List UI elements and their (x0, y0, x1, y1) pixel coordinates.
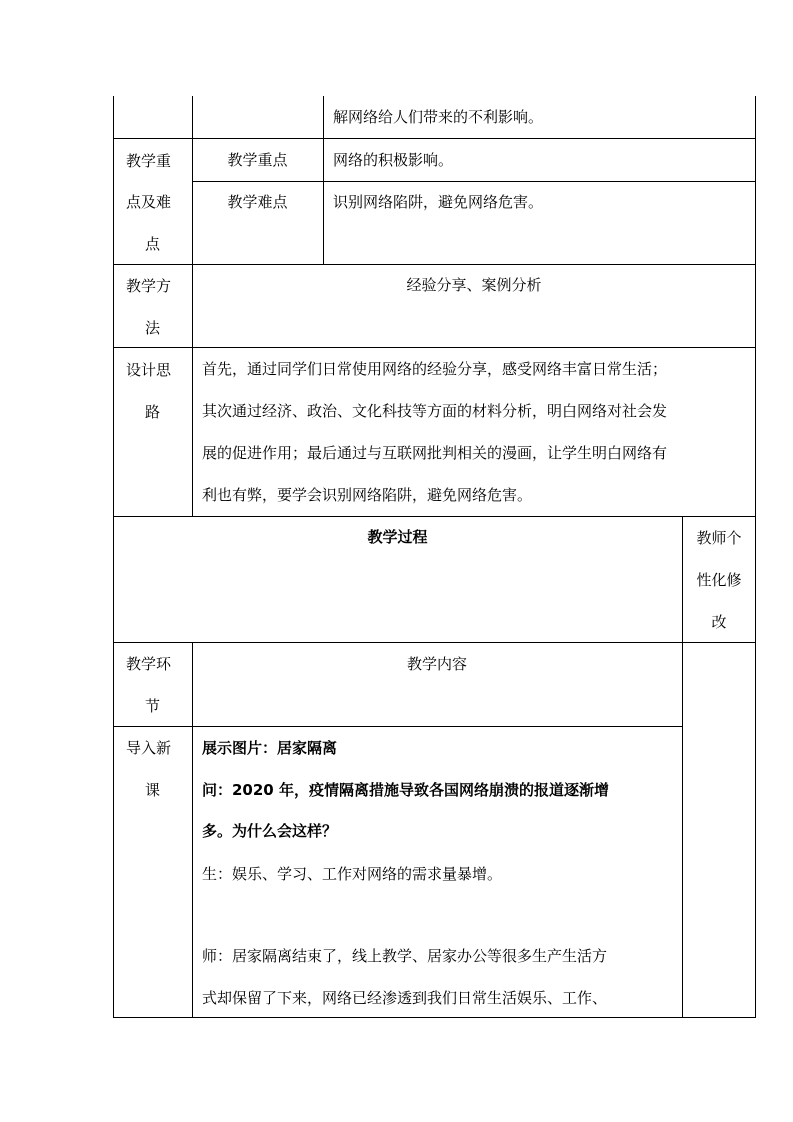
row-border (113, 726, 683, 727)
design-text-line: 首先，通过同学们日常使用网络的经验分享，感受网络丰富日常生活； (202, 360, 668, 378)
col-border (192, 642, 193, 1018)
question-line: 多。为什么会这样？ (202, 822, 338, 840)
key-points-label-3: 点 (145, 235, 161, 253)
difficult-point-label: 教学难点 (227, 193, 288, 211)
col-border (682, 516, 683, 1018)
row-border (192, 181, 756, 182)
row-border (113, 642, 756, 643)
content-title: 教学内容 (406, 655, 467, 673)
teacher-note-label-1: 教师个 (696, 529, 742, 547)
process-title: 教学过程 (367, 528, 428, 546)
intro-label-1: 导入新 (126, 739, 172, 757)
method-label-1: 教学方 (126, 277, 172, 295)
intro-label-2: 课 (145, 781, 161, 799)
question-line: 问：2020 年，疫情隔离措施导致各国网络崩溃的报道逐渐增 (202, 781, 609, 799)
method-label-2: 法 (145, 319, 161, 337)
design-label-2: 路 (145, 403, 161, 421)
method-value: 经验分享、案例分析 (406, 276, 542, 294)
row-border (113, 264, 756, 265)
row-border (113, 516, 756, 517)
teacher-line: 式却保留了下来，网络已经渗透到我们日常生活娱乐、工作、 (202, 989, 608, 1007)
stage-label-1: 教学环 (126, 655, 172, 673)
col-border (755, 96, 756, 1018)
design-text-line: 展的促进作用；最后通过与互联网批判相关的漫画，让学生明白网络有 (202, 444, 668, 462)
teacher-note-label-3: 改 (711, 613, 727, 631)
row-border (113, 347, 756, 348)
design-label-1: 设计思 (126, 361, 172, 379)
design-text-line: 其次通过经济、政治、文化科技等方面的材料分析，明白网络对社会发 (202, 402, 668, 420)
difficult-point-value: 识别网络陷阱，避免网络危害。 (333, 193, 544, 211)
row-border (113, 138, 756, 139)
col-border (323, 96, 324, 265)
key-points-label-2: 点及难 (126, 193, 172, 211)
previous-objective-tail: 解网络给人们带来的不利影响。 (333, 108, 544, 126)
teacher-note-label-2: 性化修 (696, 571, 742, 589)
stage-label-2: 节 (145, 697, 161, 715)
key-point-label: 教学重点 (227, 151, 288, 169)
teacher-line: 师：居家隔离结束了，线上教学、居家办公等很多生产生活方 (202, 947, 608, 965)
key-point-value: 网络的积极影响。 (333, 151, 454, 169)
design-text-line: 利也有弊，要学会识别网络陷阱，避免网络危害。 (202, 486, 533, 504)
col-border (113, 96, 114, 1018)
student-answer: 生：娱乐、学习、工作对网络的需求量暴增。 (202, 865, 503, 883)
row-border (113, 1017, 756, 1018)
key-points-label-1: 教学重 (126, 152, 172, 170)
show-picture-text: 展示图片：居家隔离 (202, 739, 338, 757)
